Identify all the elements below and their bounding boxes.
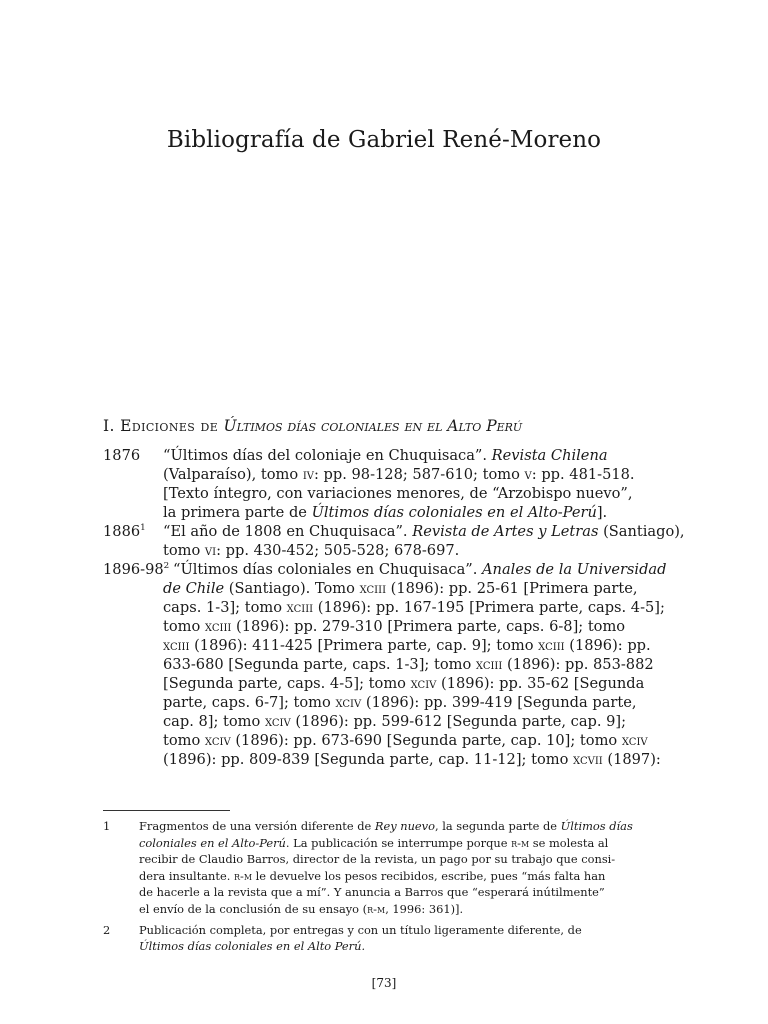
text-run: de hacerle a la revista que a mí”. Y anuncia a Barros que “esperará inútilmente” [139, 885, 605, 900]
footnote-line [139, 851, 665, 868]
footnote-number: 1 [103, 819, 111, 833]
entry-line [163, 598, 665, 617]
entry-line [163, 522, 685, 541]
text-run: le devuelve los pesos recibidos, escribe, pues “más falta han [252, 868, 606, 883]
text-run: (Valparaíso), tomo [163, 466, 303, 483]
small-caps-text: r-m [511, 835, 530, 850]
entry-year: $1896-98^2$ [103, 561, 170, 578]
text-run: (1896): pp. 599-612 [Segunda parte, cap. 9]; [290, 713, 627, 730]
text-run: Fragmentos de una versión diferente de [139, 819, 375, 833]
text-run: (1896): pp. 399-419 [Segunda parte, [361, 694, 637, 711]
text-run: ]. [596, 504, 608, 521]
italic-text: de Chile [163, 580, 225, 597]
footnote-line [139, 884, 665, 901]
text-run: 633-680 [Segunda parte, caps. 1-3]; tomo [163, 656, 476, 673]
page-number: [73] [371, 976, 397, 990]
text-run: (1896): pp. 809-839 [Segunda parte, cap. 11-12]; tomo [163, 751, 574, 768]
entry-line [163, 446, 665, 465]
footnote-line [139, 901, 665, 918]
small-caps-text: xciv [204, 732, 231, 749]
italic-text: Revista de Artes y Letras [412, 523, 599, 540]
text-run: (1896): pp. 853-882 [502, 656, 654, 673]
entry-line [163, 674, 665, 693]
text-run: cap. 8]; tomo [163, 713, 265, 730]
footnote [103, 818, 665, 918]
section-heading-title: Últimos días coloniales en el Alto Perú [223, 417, 523, 435]
text-run: “Últimos días coloniales en Chuquisaca”. [173, 561, 483, 578]
text-run: se molesta al [529, 835, 609, 850]
footnote-number: 2 [103, 922, 111, 937]
text-run: parte, caps. 6-7]; tomo [163, 694, 336, 711]
small-caps-text: iv [302, 466, 314, 483]
entry-year: 1876 [103, 447, 141, 464]
italic-text: Últimos días coloniales en el Alto-Perú [311, 504, 597, 521]
text-run: tomo [163, 618, 205, 635]
italic-text: Revista Chilena [491, 447, 608, 464]
text-run: . La publicación se interrumpe porque [285, 835, 512, 850]
footnote-line [139, 818, 665, 835]
text-run: , 1996: 361)]. [385, 901, 464, 916]
text-run: (1896): pp. [564, 637, 651, 654]
small-caps-text: xciii [475, 656, 503, 673]
text-run: (1896): pp. 279-310 [Primera parte, caps. 6-8]; tomo [231, 618, 626, 635]
bibliography-entry [103, 522, 685, 560]
text-run: : pp. 98-128; 587-610; tomo [313, 466, 525, 483]
page-title: Bibliografía de Gabriel René-Moreno [166, 127, 602, 153]
small-caps-text: xciii [359, 580, 387, 597]
text-run: Publicación completa, por entregas y con un título ligeramente diferente, de [139, 922, 582, 937]
bibliography-entries [103, 446, 685, 769]
small-caps-text: xciv [264, 713, 291, 730]
bibliography-entry [103, 446, 665, 522]
small-caps-text: xciv [410, 675, 437, 692]
footnote-line [139, 922, 665, 939]
small-caps-text: r-m [367, 901, 386, 916]
text-run: (1896): pp. 35-62 [Segunda [436, 675, 645, 692]
footnote-marker: 2 [163, 561, 170, 572]
text-run: (1896): pp. 25-61 [Primera parte, [386, 580, 638, 597]
small-caps-text: vi [204, 542, 217, 559]
small-caps-text: xciii [286, 599, 314, 616]
text-run: (1897): [602, 751, 661, 768]
footnote-line [139, 938, 665, 955]
small-caps-text: xcvii [573, 751, 603, 768]
entry-line [163, 465, 665, 484]
italic-text: coloniales en el Alto-Perú [139, 835, 286, 850]
text-run: : pp. 481-518. [531, 466, 635, 483]
entry-line [163, 541, 665, 560]
small-caps-text: xciv [335, 694, 362, 711]
entry-line [163, 731, 665, 750]
footnote-rule [103, 810, 230, 811]
entry-line [163, 712, 665, 731]
bibliography-entry [103, 560, 665, 769]
footnote [103, 922, 665, 955]
small-caps-text: r-m [233, 868, 253, 883]
text-run: recibir de Claudio Barros, director de la revista, un pago por su trabajo que consi- [139, 852, 616, 867]
small-caps-text: v [524, 466, 532, 483]
entry-line [163, 617, 665, 636]
text-run: [Texto íntegro, con variaciones menores, de “Arzobispo nuevo”, [163, 485, 633, 502]
section-heading-prefix: I. Ediciones de [103, 417, 224, 435]
text-run: la primera parte de [163, 504, 312, 521]
italic-text: Últimos días [560, 819, 633, 833]
text-run: (1896): pp. 167-195 [Primera parte, caps. 4-5]; [313, 599, 665, 616]
entry-line [163, 750, 665, 769]
text-run: dera insultante. [139, 868, 234, 883]
small-caps-text: xciii [204, 618, 232, 635]
entry-line [163, 503, 665, 522]
footnotes [103, 818, 665, 959]
text-run: (Santiago), [598, 523, 685, 540]
text-run: “El año de 1808 en Chuquisaca”. [163, 523, 413, 540]
text-run: : pp. 430-452; 505-528; 678-697. [216, 542, 460, 559]
text-run: “Últimos días del coloniaje en Chuquisaca”. [163, 447, 492, 464]
entry-line [163, 693, 665, 712]
text-run: (Santiago). Tomo [224, 580, 360, 597]
entry-line [173, 560, 665, 579]
small-caps-text: xciii [538, 637, 565, 654]
italic-text: Anales de la Universidad [482, 561, 667, 578]
text-run: (1896): 411-425 [Primera parte, cap. 9]; tomo [189, 637, 539, 654]
text-run: [Segunda parte, caps. 4-5]; tomo [163, 675, 411, 692]
text-run: tomo [163, 542, 205, 559]
italic-text: Últimos días coloniales en el Alto Perú. [139, 939, 366, 954]
footnote-marker: 1 [140, 523, 146, 534]
text-run: , la segunda parte de [434, 819, 561, 833]
small-caps-text: xciv [621, 732, 648, 749]
footnote-line [139, 868, 665, 885]
small-caps-text: xciii [163, 637, 190, 654]
text-run: tomo [163, 732, 205, 749]
text-run: caps. 1-3]; tomo [163, 599, 287, 616]
footnote-line [139, 835, 665, 852]
entry-year: 1886$^1$ [103, 523, 146, 540]
entry-line [163, 636, 665, 655]
section-heading [103, 417, 673, 435]
entry-line [163, 484, 665, 503]
text-run: (1896): pp. 673-690 [Segunda parte, cap. 10]; tomo [230, 732, 622, 749]
text-run: el envío de la conclusión de su ensayo ( [139, 901, 368, 916]
italic-text: Rey nuevo [374, 819, 435, 833]
entry-line [163, 655, 665, 674]
entry-line [163, 579, 665, 598]
